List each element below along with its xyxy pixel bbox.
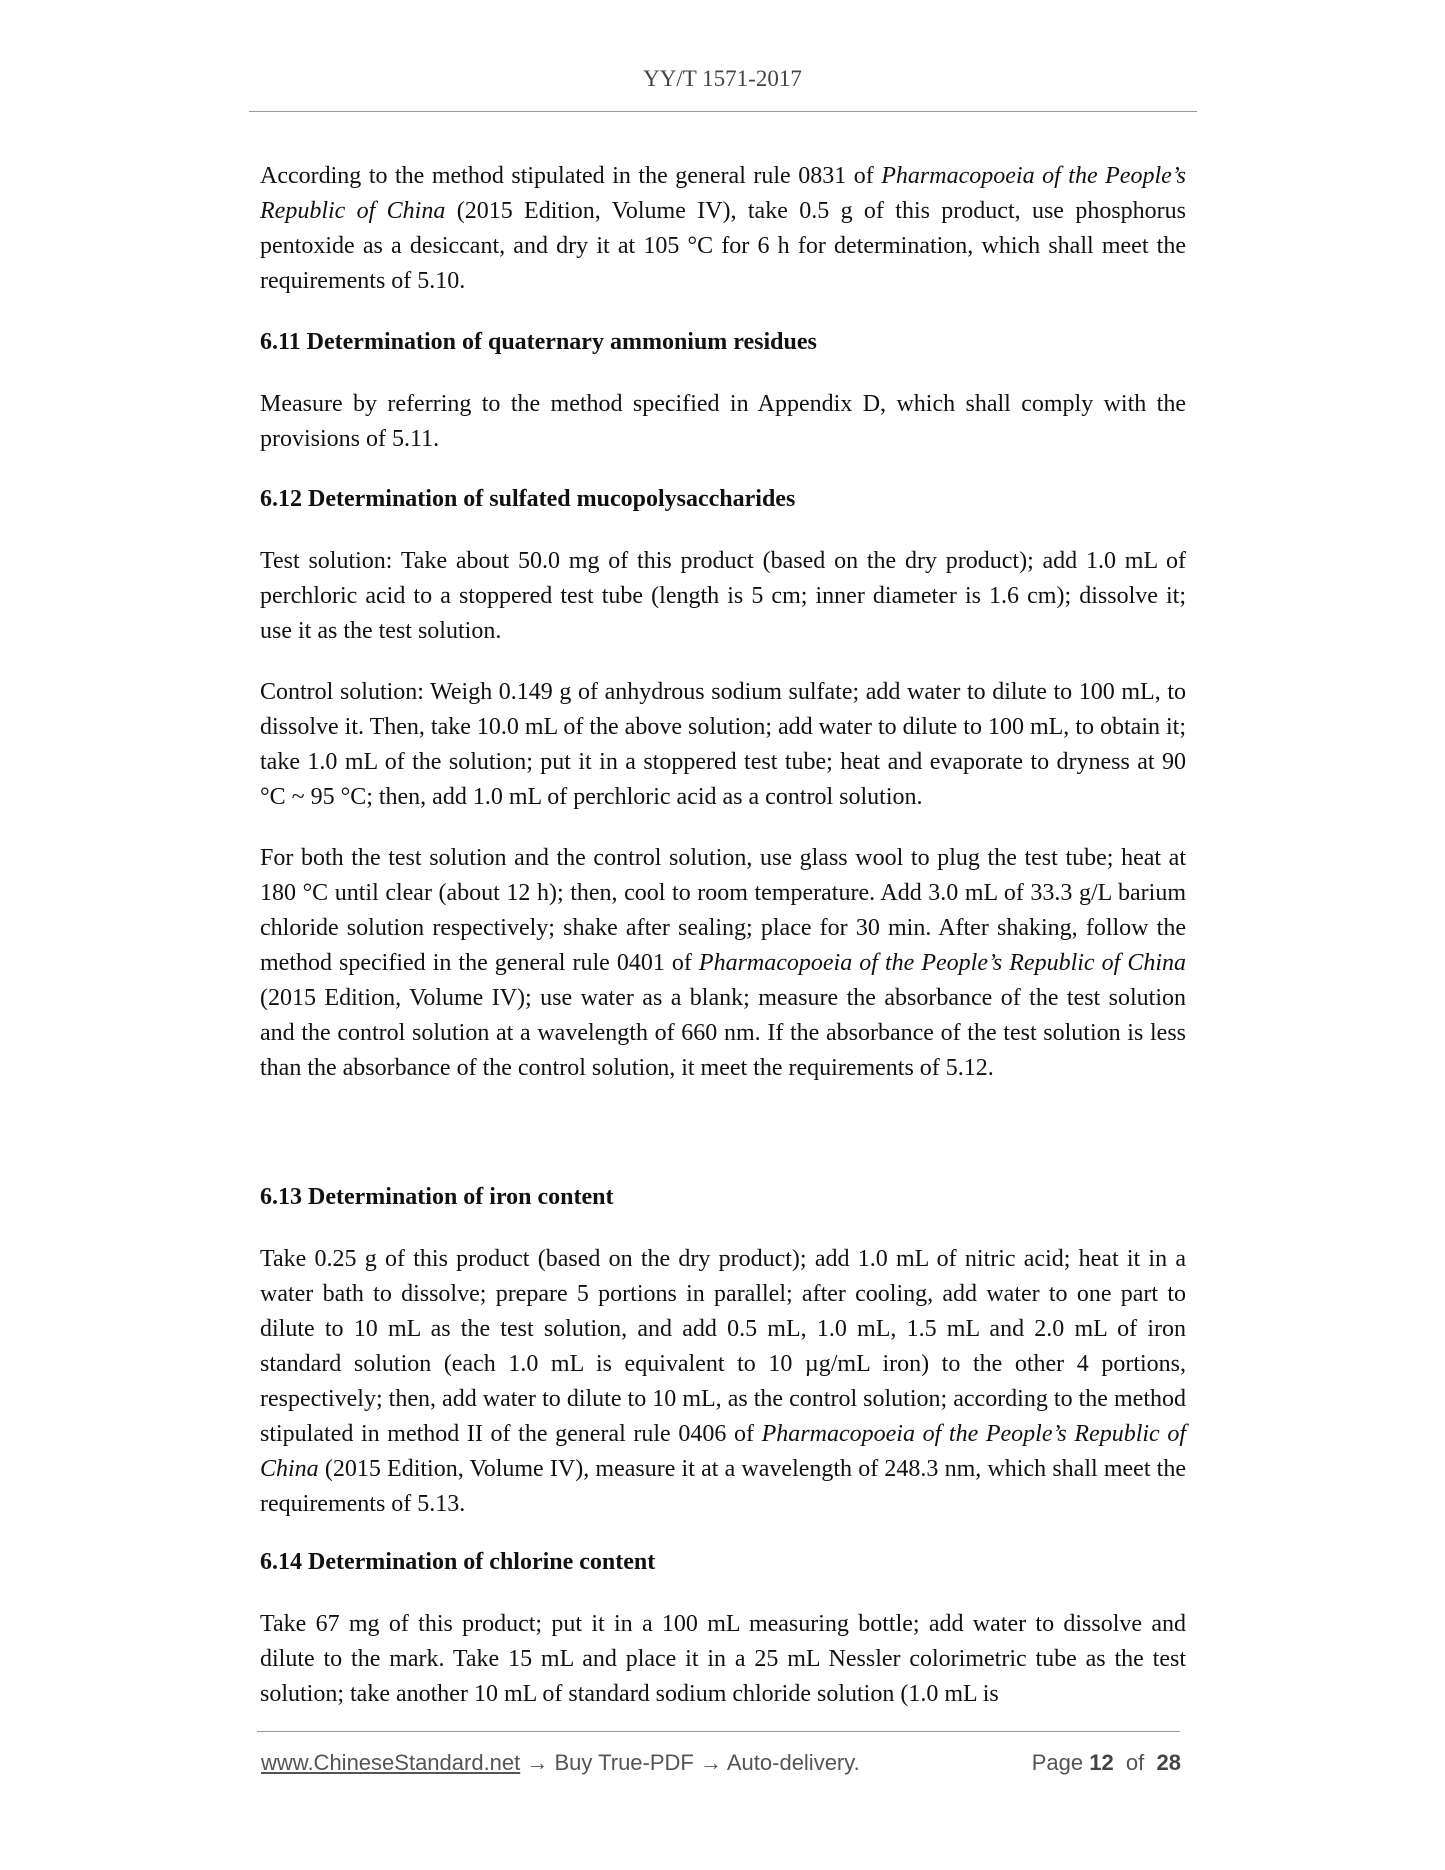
page-number: 12 <box>1089 1750 1114 1775</box>
document-code-header: YY/T 1571-2017 <box>643 66 802 91</box>
footer-promo-text: → Buy True-PDF → Auto-delivery. <box>520 1750 860 1775</box>
text-run: (2015 Edition, Volume IV), take 0.5 g of this product, use phosphorus pentoxide as a desiccant, and dry it at 105 °C for 6 h for determination, which shall meet the requirements of 5.10. <box>260 198 1186 294</box>
paragraph <box>260 159 1186 299</box>
paragraph <box>260 675 1186 815</box>
footer-divider <box>257 1731 1180 1732</box>
italic-reference: Pharmacopoeia of the People’s Republic of China <box>260 163 1186 224</box>
italic-reference: Pharmacopoeia of the People’s Republic of China <box>698 950 1186 976</box>
text-run: Measure by referring to the method specified in Appendix D, which shall comply with the provisions of 5.11. <box>260 391 1186 452</box>
paragraph <box>260 1242 1186 1522</box>
page-indicator <box>1032 1750 1181 1776</box>
section-heading <box>260 482 1186 517</box>
text-run: For both the test solution and the control solution, use glass wool to plug the test tube; heat at 180 °C until clear (about 12 h); then, cool to room temperature. Add 3.0 mL of 33.3 g/L barium chloride solution respectively; shake after sealing; place for 30 min. After shaking, follow the method specified in the general rule 0401 of <box>260 845 1186 976</box>
section-heading <box>260 325 1186 360</box>
text-run: 6.14 Determination of chlorine content <box>260 1549 656 1575</box>
text-run: (2015 Edition, Volume IV); use water as a blank; measure the absorbance of the test solution and the control solution at a wavelength of 660 nm. If the absorbance of the test solution is less than the absorbance of the control solution, it meet the requirements of 5.12. <box>260 985 1186 1081</box>
of-label: of <box>1125 1750 1145 1775</box>
paragraph <box>260 1607 1186 1712</box>
paragraph <box>260 841 1186 1086</box>
section-heading <box>260 1545 1186 1580</box>
page-label: Page <box>1031 1750 1084 1775</box>
section-heading <box>260 1180 1186 1215</box>
footer <box>261 1750 1181 1776</box>
italic-reference: Pharmacopoeia of the People’s Republic of China <box>260 1421 1186 1482</box>
header-divider <box>249 111 1197 112</box>
text-run: Control solution: Weigh 0.149 g of anhydrous sodium sulfate; add water to dilute to 100 mL, to dissolve it. Then, take 10.0 mL of the above solution; add water to dilute to 100 mL, to obtain it; take 1.0 mL of the solution; put it in a stoppered test tube; heat and evaporate to dryness at 90 °C ~ 95 °C; then, add 1.0 mL of perchloric acid as a control solution. <box>260 679 1186 810</box>
text-run: Take 0.25 g of this product (based on the dry product); add 1.0 mL of nitric acid; heat it in a water bath to dissolve; prepare 5 portions in parallel; after cooling, add water to one part to dilute to 10 mL as the test solution, and add 0.5 mL, 1.0 mL, 1.5 mL and 2.0 mL of iron standard solution (each 1.0 mL is equivalent to 10 µg/mL iron) to the other 4 portions, respectively; then, add water to dilute to 10 mL, as the control solution; according to the method stipulated in method II of the general rule 0406 of <box>260 1246 1186 1447</box>
paragraph <box>260 544 1186 649</box>
text-run: 6.13 Determination of iron content <box>260 1184 614 1210</box>
text-run: According to the method stipulated in the general rule 0831 of <box>260 163 882 189</box>
text-run: Test solution: Take about 50.0 mg of this product (based on the dry product); add 1.0 mL of perchloric acid to a stoppered test tube (length is 5 cm; inner diameter is 1.6 cm); dissolve it; use it as the test solution. <box>260 548 1186 644</box>
website-link[interactable]: www.ChineseStandard.net <box>261 1750 521 1775</box>
paragraph <box>260 387 1186 457</box>
text-run: 6.12 Determination of sulfated mucopolysaccharides <box>260 486 796 512</box>
total-pages: 28 <box>1156 1750 1181 1775</box>
text-run: (2015 Edition, Volume IV), measure it at a wavelength of 248.3 nm, which shall meet the requirements of 5.13. <box>260 1456 1186 1517</box>
text-run: 6.11 Determination of quaternary ammonium residues <box>260 329 817 355</box>
text-run: Take 67 mg of this product; put it in a 100 mL measuring bottle; add water to dissolve and dilute to the mark. Take 15 mL and place it in a 25 mL Nessler colorimetric tube as the test solution; take another 10 mL of standard sodium chloride solution (1.0 mL is <box>260 1611 1186 1707</box>
